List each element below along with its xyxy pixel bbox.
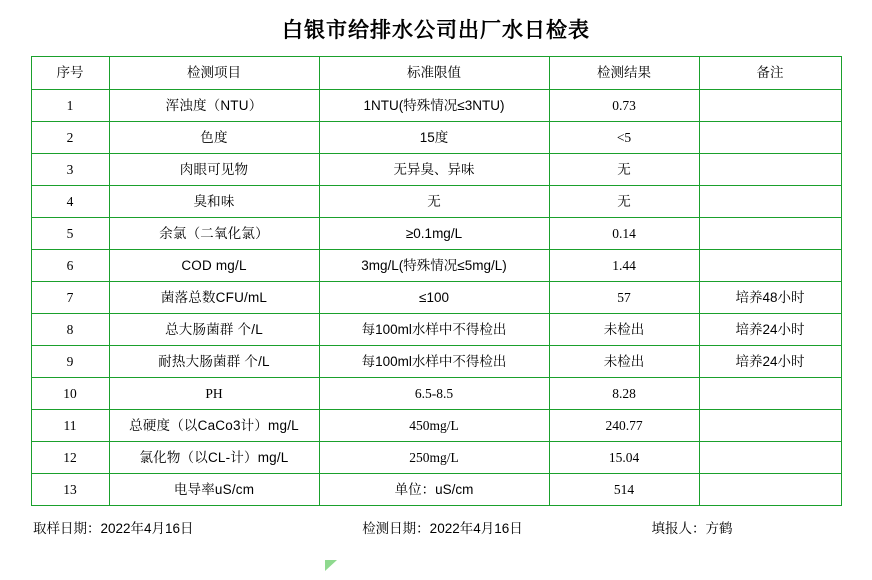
cell-no: 4 [31,186,109,218]
table-row [31,346,841,378]
cell-no: 12 [31,442,109,474]
cell-result: 0.73 [549,90,699,122]
cell-item: 浑浊度（NTU） [109,90,319,122]
cell-limit: 无 [319,186,549,218]
cell-no: 11 [31,410,109,442]
page-title: 白银市给排水公司出厂水日检表 [282,19,590,42]
cell-limit: 单位：uS/cm [319,474,549,506]
cell-limit: 每100ml水样中不得检出 [319,314,549,346]
cell-item: 氯化物（以CL-计）mg/L [109,442,319,474]
cell-limit: 每100ml水样中不得检出 [319,346,549,378]
table-row [31,250,841,282]
table-row [31,282,841,314]
cell-note [699,474,841,506]
cell-limit: 15度 [319,122,549,154]
cell-note [699,90,841,122]
cell-result: 240.77 [549,410,699,442]
cell-item: 臭和味 [109,186,319,218]
column-header-limit: 标准限值 [319,57,549,90]
cell-result: <5 [549,122,699,154]
cell-note [699,186,841,218]
table-row [31,474,841,506]
column-header-note: 备注 [699,57,841,90]
cell-no: 6 [31,250,109,282]
cell-limit: 450mg/L [319,410,549,442]
cell-result: 0.14 [549,218,699,250]
cell-no: 9 [31,346,109,378]
cell-limit: 250mg/L [319,442,549,474]
table-row [31,442,841,474]
testing-date: 检测日期：2022年4月16日 [362,521,523,536]
cell-result: 514 [549,474,699,506]
cell-item: COD mg/L [109,250,319,282]
cell-result: 无 [549,154,699,186]
cell-result: 未检出 [549,314,699,346]
cell-result: 15.04 [549,442,699,474]
cell-note [699,154,841,186]
cell-result: 1.44 [549,250,699,282]
cell-item: 电导率uS/cm [109,474,319,506]
cell-item: 总大肠菌群 个/L [109,314,319,346]
cell-note: 培养24小时 [699,314,841,346]
cell-limit: ≥0.1mg/L [319,218,549,250]
cell-item: PH [109,378,319,410]
table-row [31,218,841,250]
cell-no: 13 [31,474,109,506]
cell-limit: 无异臭、异味 [319,154,549,186]
cell-item: 色度 [109,122,319,154]
page-corner-marker-icon [325,560,339,572]
table-row [31,378,841,410]
cell-note [699,442,841,474]
table-header [31,57,841,90]
cell-item: 肉眼可见物 [109,154,319,186]
table-row [31,154,841,186]
table-row [31,410,841,442]
column-header-no: 序号 [31,57,109,90]
cell-result: 未检出 [549,346,699,378]
cell-no: 1 [31,90,109,122]
cell-no: 10 [31,378,109,410]
cell-item: 耐热大肠菌群 个/L [109,346,319,378]
table-row [31,186,841,218]
cell-result: 无 [549,186,699,218]
column-header-result: 检测结果 [549,57,699,90]
cell-no: 5 [31,218,109,250]
report-footer [31,506,841,537]
cell-no: 2 [31,122,109,154]
cell-limit: 1NTU(特殊情况≤3NTU) [319,90,549,122]
water-test-table [31,56,842,506]
cell-limit: ≤100 [319,282,549,314]
cell-item: 余氯（二氧化氯） [109,218,319,250]
cell-item: 总硬度（以CaCo3计）mg/L [109,410,319,442]
cell-note [699,410,841,442]
cell-note: 培养48小时 [699,282,841,314]
cell-limit: 3mg/L(特殊情况≤5mg/L) [319,250,549,282]
table-body [31,90,841,506]
table-row [31,122,841,154]
cell-note [699,250,841,282]
table-row [31,90,841,122]
cell-no: 7 [31,282,109,314]
column-header-item: 检测项目 [109,57,319,90]
cell-no: 8 [31,314,109,346]
cell-no: 3 [31,154,109,186]
cell-note [699,378,841,410]
cell-item: 菌落总数CFU/mL [109,282,319,314]
cell-note [699,122,841,154]
table-header-row [31,57,841,90]
cell-result: 57 [549,282,699,314]
cell-result: 8.28 [549,378,699,410]
sampling-date: 取样日期：2022年4月16日 [33,521,194,536]
cell-note [699,218,841,250]
cell-note: 培养24小时 [699,346,841,378]
table-row [31,314,841,346]
cell-limit: 6.5-8.5 [319,378,549,410]
reporter-name: 填报人：方鹤 [651,521,733,536]
